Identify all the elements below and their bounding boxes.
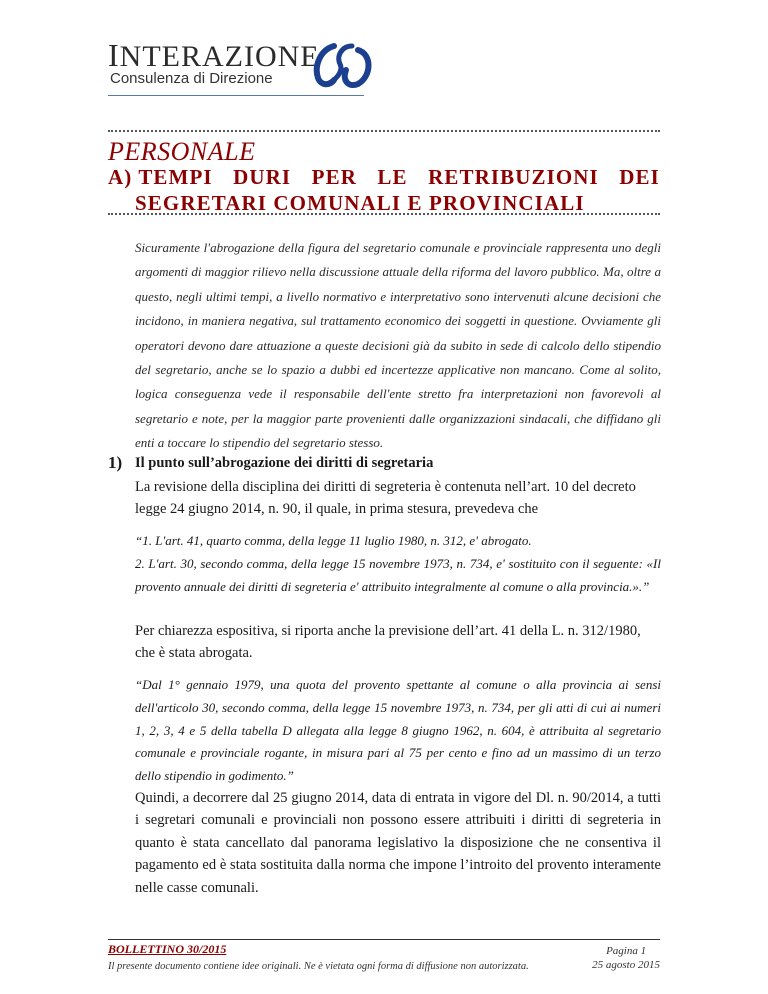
quote-1a: “1. L'art. 41, quarto comma, della legge 11 luglio 1980, n. 312, e' abrogato. (135, 533, 532, 548)
point-number: 1) (108, 453, 123, 472)
footer-right (592, 944, 660, 972)
quote-2: “Dal 1° gennaio 1979, una quota del provento spettante al comune o alla provincia ai sensi dell'articolo 30, secondo comma, della legge 15 novembre 1973, n. 734, per gli atti di cui ai numeri 1, 2, 3, 4 e 5 della tabella D allegata alla legge 8 giugno 1962, n. 604, è attribuita al segretario comunale e provinciale rogante, in misura pari al 75 per cento e fino ad un massimo di un terzo dello stipendio in godimento.” (135, 677, 661, 784)
title-bottom-rule (108, 213, 660, 215)
article-title (108, 164, 660, 216)
header-divider (108, 95, 364, 96)
title-word: PER (311, 165, 357, 189)
brand-name: INTERAZIONE (108, 37, 320, 73)
conclusion-paragraph: Quindi, a decorrere dal 25 giugno 2014, data di entrata in vigore del Dl. n. 90/2014, a tutti i segretari comunali e provinciali non possono essere attribuiti i diritti di segreteria in quanto è stata cancellato dal panorama legislativo la disposizione che ne consentiva il pagamento ed è stata sostituita dalla norma che impone l’introito del provento interamente nelle casse comunali. (135, 790, 661, 896)
title-line-2: SEGRETARI COMUNALI E PROVINCIALI (135, 191, 585, 215)
footer-divider (108, 939, 660, 940)
brand-subtitle: Consulenza di Direzione (110, 70, 273, 87)
page-number: Pagina 1 (606, 945, 647, 957)
title-word: DEI (619, 165, 660, 189)
footer-left (108, 942, 529, 972)
quote-1b: 2. L'art. 30, secondo comma, della legge 15 novembre 1973, n. 734, e' sostituito con il seguente: «Il provento annuale dei diritti di segreteria e' attribuito integralmente al comune o alla provincia.».” (135, 556, 661, 594)
issue-date: 25 agosto 2015 (592, 959, 660, 971)
abstract: Sicuramente l'abrogazione della figura del segretario comunale e provinciale rappresenta uno degli argomenti di maggior rilievo nella discussione attuale della riforma del lavoro pubblico. Ma, oltre a questo, negli ultimi tempi, a livello normativo e interpretativo sono intervenuti alcune decisioni che incidono, in maniera negativa, sul trattamento economico dei soggetti in questione. Ovviamente gli operatori devono dare attuazione a queste decisioni già da subito in sede di calcolo dello stipendio del segretario, anche se lo spazio a dubbi ed incertezze applicative non mancano. Come al solito, logica conseguenza vede il responsabile dell'ente stretto fra interpretazioni non favorevoli al segretario e note, per la maggior parte provenienti dalle organizzazioni sindacali, che diffidano gli enti a toccare lo stipendio del segretario stesso. (135, 240, 661, 451)
section-label: PERSONALE (108, 137, 256, 166)
title-word: RETRIBUZIONI (428, 165, 599, 189)
bulletin-number: BOLLETTINO 30/2015 (108, 942, 227, 956)
point-intro: La revisione della disciplina dei diritti di segreteria è contenuta nell’art. 10 del decreto legge 24 giugno 2014, n. 90, il quale, in prima stesura, prevedeva che (135, 479, 636, 518)
title-word: LE (377, 165, 408, 189)
title-line-1 (108, 164, 660, 190)
explanatory-paragraph: Per chiarezza espositiva, si riporta anche la previsione dell’art. 41 della L. n. 312/1980, che è stata abrogata. (135, 623, 641, 662)
title-top-rule (108, 130, 660, 132)
interazione-logo-icon (312, 40, 374, 90)
title-word: A) TEMPI (108, 165, 213, 189)
point-heading: Il punto sull’abrogazione dei diritti di segretaria (135, 455, 434, 471)
copyright-notice: Il presente documento contiene idee originali. Ne è vietata ogni forma di diffusione non autorizzata. (108, 961, 529, 972)
title-word: DURI (233, 165, 292, 189)
